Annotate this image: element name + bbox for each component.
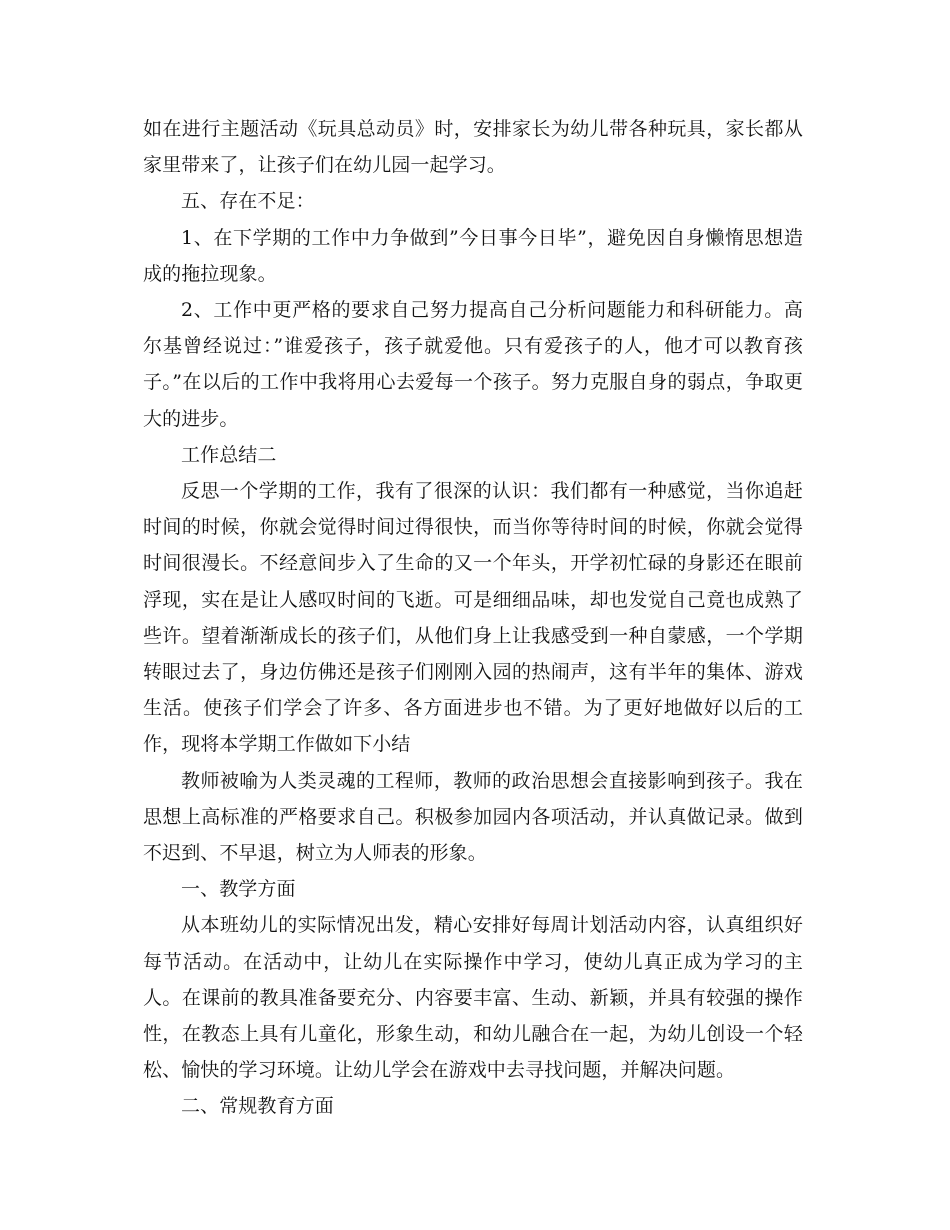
paragraph-shortcoming-2: 2、工作中更严格的要求自己努力提高自己分析问题能力和科研能力。高尔基曾经说过：”谁爱孩子，孩子就爱他。只有爱孩子的人，他才可以教育孩子。”在以后的工作中我将用心去爱每一个孩子。努力克服自身的弱点，争取更大的进步。 [143,299,803,430]
paragraph-teacher-ethics: 教师被喻为人类灵魂的工程师，教师的政治思想会直接影响到孩子。我在思想上高标准的严格要求自己。积极参加园内各项活动，并认真做记录。做到不迟到、不早退，树立为人师表的形象。 [143,769,803,865]
paragraph-teaching: 从本班幼儿的实际情况出发，精心安排好每周计划活动内容，认真组织好每节活动。在活动中，让幼儿在实际操作中学习，使幼儿真正成为学习的主人。在课前的教具准备要充分、内容要丰富、生动、新颖，并具有较强的操作性，在教态上具有儿童化，形象生动，和幼儿融合在一起，为幼儿创设一个轻松、愉快的学习环境。让幼儿学会在游戏中去寻找问题，并解决问题。 [143,914,803,1082]
section-heading-summary-two: 工作总结二 [181,443,277,466]
section-heading-teaching: 一、教学方面 [181,878,296,901]
section-heading-shortcomings: 五、存在不足： [181,190,315,213]
paragraph-continuation: 如在进行主题活动《玩具总动员》时，安排家长为幼儿带各种玩具，家长都从家里带来了，让孩子们在幼儿园一起学习。 [143,118,803,177]
paragraph-reflection: 反思一个学期的工作，我有了很深的认识：我们都有一种感觉，当你追赶时间的时候，你就会觉得时间过得很快，而当你等待时间的时候，你就会觉得时间很漫长。不经意间步入了生命的又一个年头，开学初忙碌的身影还在眼前浮现，实在是让人感叹时间的飞逝。可是细细品味，却也发觉自己竟也成熟了些许。望着渐渐成长的孩子们，从他们身上让我感受到一种自蒙感，一个学期转眼过去了，身边仿佛还是孩子们刚刚入园的热闹声，这有半年的集体、游戏生活。使孩子们学会了许多、各方面进步也不错。为了更好地做好以后的工作，现将本学期工作做如下小结 [143,480,803,756]
document-body [143,111,803,1125]
section-heading-routine: 二、常规教育方面 [181,1095,334,1118]
paragraph-shortcoming-1: 1、在下学期的工作中力争做到”今日事今日毕”，避免因自身懒惰思想造成的拖拉现象。 [143,226,803,285]
